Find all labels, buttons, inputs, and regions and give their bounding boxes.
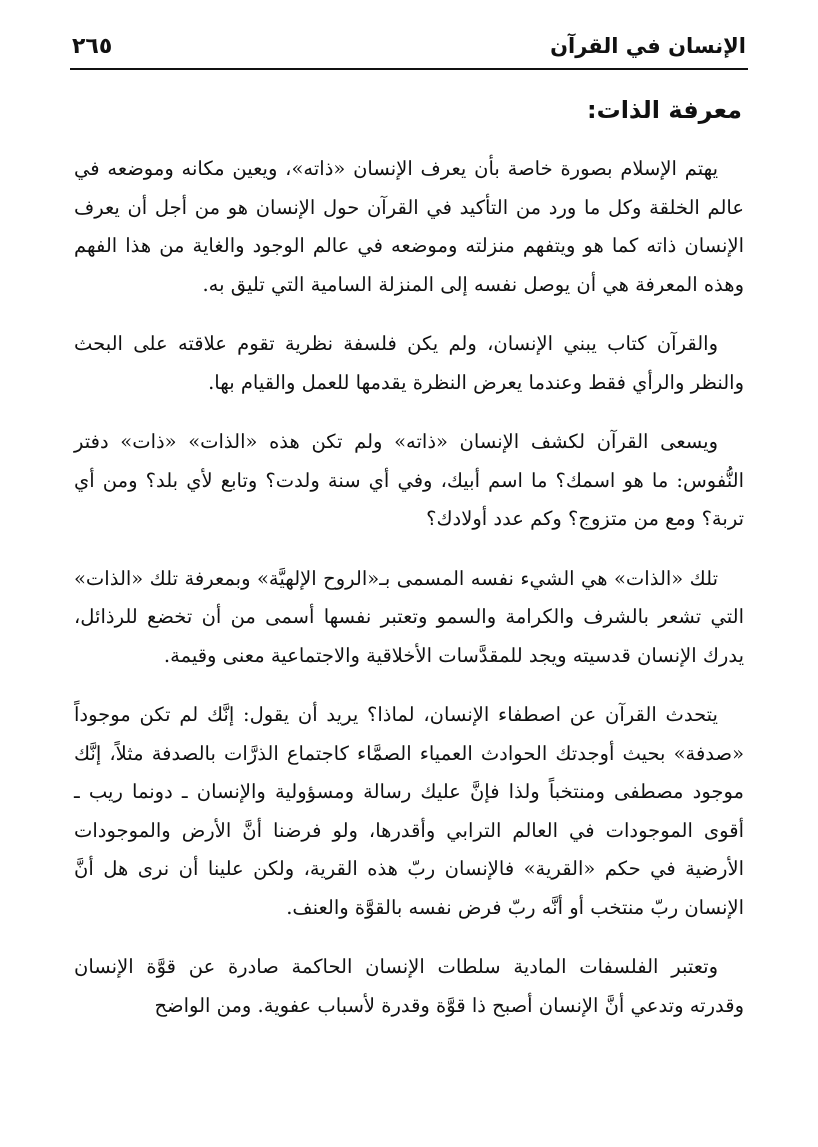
paragraph: ويسعى القرآن لكشف الإنسان «ذاته» ولم تكن هذه «الذات» «ذات» دفتر النُّفوس: ما هو اسمك؟ ما اسم أبيك، وفي أي سنة ولدت؟ وتابع لأي بلد؟ ومن أي تربة؟ ومع من متزوج؟ وكم عدد أولادك؟ [74,430,744,530]
header-rule [70,68,748,70]
paragraph: وتعتبر الفلسفات المادية سلطات الإنسان الحاكمة صادرة عن قوَّة الإنسان وقدرته وتدعي أنَّ الإنسان أصبح ذا قوَّة وقدرة لأسباب عفوية. ومن الواضح [74,955,744,1017]
page-header [72,26,746,66]
paragraph: والقرآن كتاب يبني الإنسان، ولم يكن فلسفة نظرية تقوم علاقته على البحث والنظر والرأي فقط وعندما يعرض النظرة يقدمها للعمل والقيام بها. [74,332,744,394]
paragraph: يهتم الإسلام بصورة خاصة بأن يعرف الإنسان «ذاته»، ويعين مكانه وموضعه في عالم الخلقة وكل ما ورد من التأكيد في القرآن حول الإنسان هو من أجل أن يعرف الإنسان ذاته كما هو ويتفهم منزلته وموضعه في عالم الوجود والغاية من هذا الفهم وهذه المعرفة هي أن يوصل نفسه إلى المنزلة السامية التي تليق به. [74,157,744,296]
running-title: الإنسان في القرآن [550,34,746,58]
section-title: معرفة الذات: [586,96,742,124]
body-text [74,150,744,1025]
paragraph: يتحدث القرآن عن اصطفاء الإنسان، لماذا؟ يريد أن يقول: إنَّك لم تكن موجوداً «صدفة» بحيث أوجدتك الحوادث العمياء الصمَّاء كاجتماع الذرَّات بالصدفة مثلاً، إنَّك موجود مصطفى ومنتخباً ولذا فإنَّ عليك رسالة ومسؤولية والإنسان ـ دونما ريب ـ أقوى الموجودات في العالم الترابي وأقدرها، ولو فرضنا أنَّ الأرض والموجودات الأرضية في حكم «القرية» فالإنسان ربّ هذه القرية، ولكن علينا أن نرى هل أنَّ الإنسان ربّ منتخب أو أنَّه ربّ فرض نفسه بالقوَّة والعنف. [74,703,744,919]
paragraph: تلك «الذات» هي الشيء نفسه المسمى بـ«الروح الإلهيَّة» وبمعرفة تلك «الذات» التي تشعر بالشرف والكرامة والسمو وتعتبر نفسها أسمى من أن تخضع للرذائل، يدرك الإنسان قدسيته ويجد للمقدَّسات الأخلاقية والاجتماعية معنى وقيمة. [74,566,744,667]
page-number: ٢٦٥ [72,33,113,59]
